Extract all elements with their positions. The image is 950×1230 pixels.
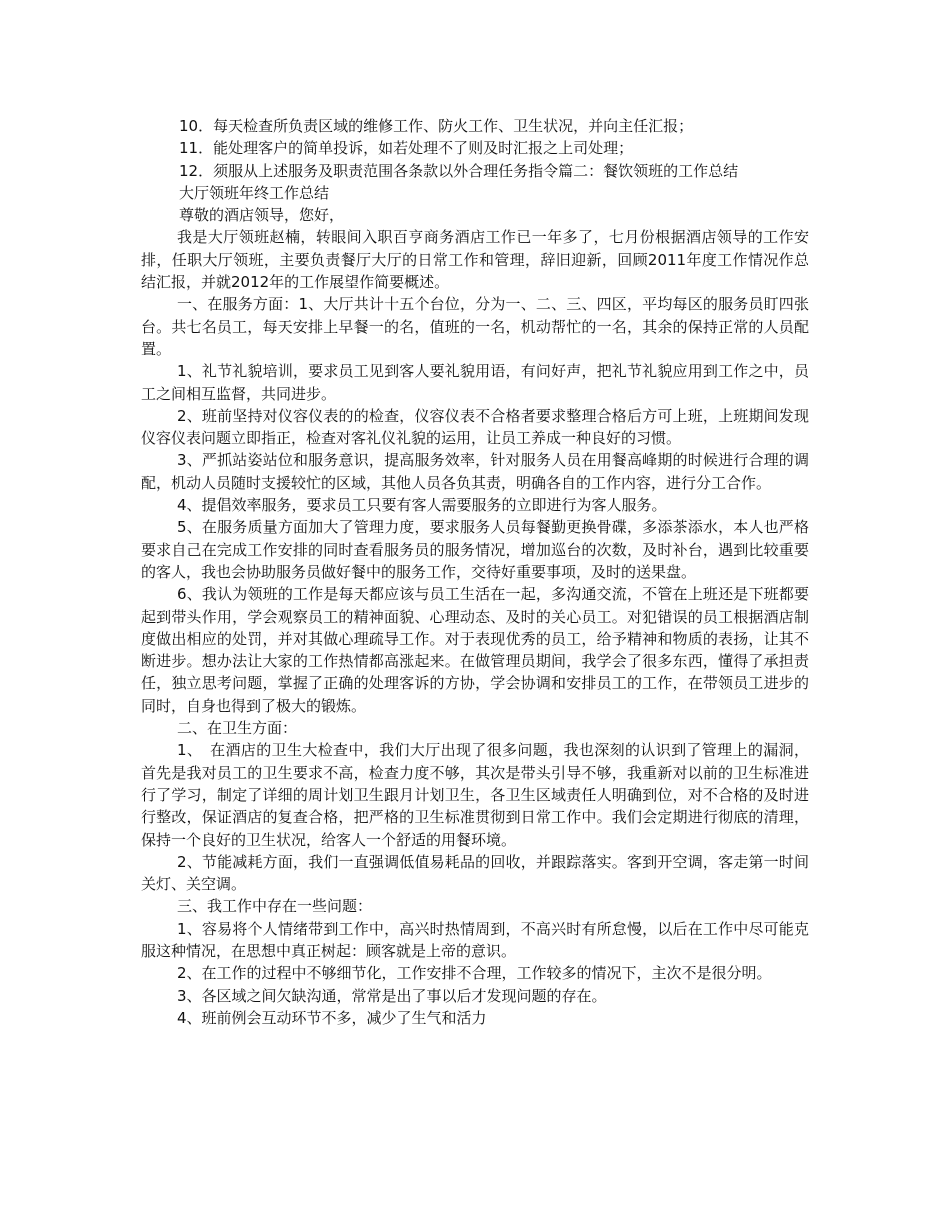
paragraph-hygiene-2: 2、节能减耗方面，我们一直强调低值易耗品的回收，并跟踪落实。客到开空调，客走第一时间关灯、关空调。 bbox=[141, 852, 809, 894]
paragraph-service-4: 4、提倡效率服务，要求员工只要有客人需要服务的立即进行为客人服务。 bbox=[177, 496, 667, 515]
text-line-1: 10．每天检查所负责区域的维修工作、防火工作、卫生状况，并向主任汇报； bbox=[179, 117, 694, 135]
text-line-3: 12．须服从上述服务及职责范围各条款以外合理任务指令篇二：餐饮领班的工作总结 bbox=[179, 161, 739, 180]
salutation: 尊敬的酒店领导，您好， bbox=[179, 206, 345, 225]
paragraph-issues-4: 4、班前例会互动环节不多，减少了生气和活力 bbox=[177, 1008, 487, 1027]
paragraph-issues-1: 1、容易将个人情绪带到工作中，高兴时热情周到，不高兴时有所怠慢，以后在工作中尽可能克服这种情况，在思想中真正树起：顾客就是上帝的意识。 bbox=[141, 919, 809, 960]
paragraph-hygiene-heading: 二、在卫生方面： bbox=[177, 719, 298, 738]
document-body bbox=[141, 115, 809, 1029]
section-heading: 大厅领班年终工作总结 bbox=[179, 183, 330, 202]
paragraph-service-2: 2、班前坚持对仪容仪表的的检查，仪容仪表不合格者要求整理合格后方可上班，上班期间发现仪容仪表问题立即指正，检查对客礼仪礼貌的运用，让员工养成一种良好的习惯。 bbox=[141, 406, 809, 448]
paragraph-issues-2: 2、在工作的过程中不够细节化，工作安排不合理，工作较多的情况下，主次不是很分明。 bbox=[177, 964, 772, 983]
paragraph-service-1: 1、礼节礼貌培训，要求员工见到客人要礼貌用语，有问好声，把礼节礼貌应用到工作之中，员工之间相互监督，共同进步。 bbox=[141, 362, 809, 403]
paragraph-service-3: 3、严抓站姿站位和服务意识，提高服务效率，针对服务人员在用餐高峰期的时候进行合理的调配，机动人员随时支援较忙的区域，其他人员各负其责，明确各自的工作内容，进行分工合作。 bbox=[141, 451, 809, 492]
paragraph-service-5: 5、在服务质量方面加大了管理力度，要求服务人员每餐勤更换骨碟，多添茶添水，本人也严格要求自己在完成工作安排的同时查看服务员的服务情况，增加巡台的次数，及时补台，遇到比较重要的客人，我也会协助服务员做好餐中的服务工作，交待好重要事项，及时的送果盘。 bbox=[141, 518, 809, 581]
paragraph-issues-heading: 三、我工作中存在一些问题： bbox=[177, 897, 373, 916]
paragraph-issues-3: 3、各区域之间欠缺沟通，常常是出了事以后才发现问题的存在。 bbox=[177, 986, 607, 1005]
paragraph-hygiene-1: 1、 在酒店的卫生大检查中，我们大厅出现了很多问题，我也深刻的认识到了管理上的漏洞，首先是我对员工的卫生要求不高，检查力度不够，其次是带头引导不够，我重新对以前的卫生标准进行了学习，制定了详细的周计划卫生跟月计划卫生，各卫生区域责任人明确到位，对不合格的及时进行整改，保证酒店的复查合格，把严格的卫生标准贯彻到日常工作中。我们会定期进行彻底的清理，保持一个良好的卫生状况，给客人一个舒适的用餐环境。 bbox=[141, 741, 809, 849]
paragraph-service-6: 6、我认为领班的工作是每天都应该与员工生活在一起，多沟通交流，不管在上班还是下班都要起到带头作用，学会观察员工的精神面貌、心理动态、及时的关心员工。对犯错误的员工根据酒店制度做出相应的处罚，并对其做心理疏导工作。对于表现优秀的员工，给予精神和物质的表扬，让其不断进步。想办法让大家的工作热情都高涨起来。在做管理员期间，我学会了很多东西，懂得了承担责任，独立思考问题，掌握了正确的处理客诉的方协，学会协调和安排员工的工作，在带领员工进步的同时，自身也得到了极大的锻炼。 bbox=[141, 585, 809, 715]
paragraph-service-heading: 一、在服务方面：1、大厅共计十五个台位，分为一、二、三、四区，平均每区的服务员盯四张台。共七名员工，每天安排上早餐一的名，值班的一名，机动帮忙的一名，其余的保持正常的人员配置。 bbox=[141, 295, 809, 358]
text-line-2: 11．能处理客户的简单投诉，如若处理不了则及时汇报之上司处理； bbox=[179, 139, 634, 158]
paragraph-intro: 我是大厅领班赵楠，转眼间入职百亨商务酒店工作已一年多了，七月份根据酒店领导的工作安排，任职大厅领班，主要负责餐厅大厅的日常工作和管理，辞旧迎新，回顾2011年度工作情况作总结汇报，并就2012年的工作展望作简要概述。 bbox=[141, 228, 809, 292]
